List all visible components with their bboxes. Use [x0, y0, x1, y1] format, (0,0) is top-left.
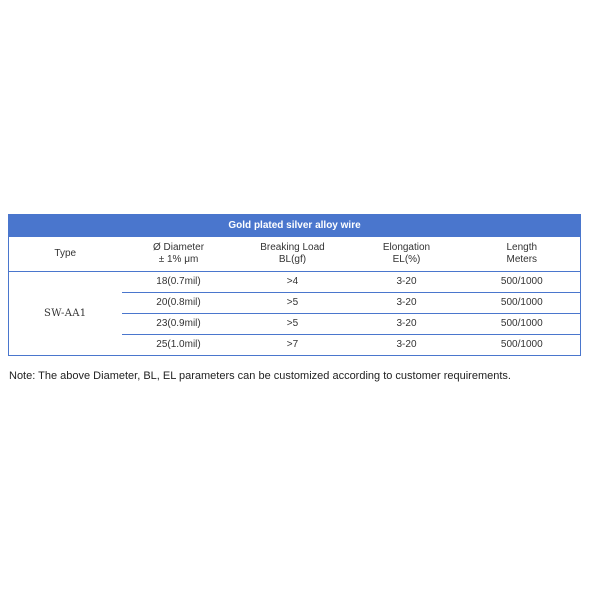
cell-diameter: 23(0.9mil)	[122, 314, 236, 335]
header-diameter	[122, 237, 236, 272]
cell-breaking-load: >7	[286, 339, 299, 350]
cell-length: 500/1000	[464, 272, 581, 293]
header-elongation-line2: EL(%)	[392, 254, 421, 265]
header-length	[464, 237, 581, 272]
table-title-row	[9, 215, 581, 238]
cell-breaking-load: >5	[236, 293, 350, 314]
header-elongation-line1: Elongation	[382, 242, 431, 253]
cell-diameter: 25(1.0mil)	[156, 339, 201, 350]
cell-diameter: 20(0.8mil)	[122, 293, 236, 314]
header-breaking-load	[236, 237, 350, 272]
header-elongation	[350, 237, 464, 272]
cell-breaking-load: >4	[236, 272, 350, 293]
cell-elongation: 3-20	[396, 339, 417, 350]
header-length-line2: Meters	[506, 254, 538, 265]
table-header-row	[9, 237, 581, 272]
cell-elongation: 3-20	[350, 293, 464, 314]
cell-breaking-load: >5	[236, 314, 350, 335]
cell-length: 500/1000	[500, 339, 543, 350]
header-length-line1: Length	[506, 242, 538, 253]
table-title: Gold plated silver alloy wire	[9, 215, 581, 238]
type-value: SW-AA1	[44, 307, 87, 319]
cell-length: 500/1000	[464, 293, 581, 314]
header-diameter-line2: ± 1% μm	[158, 254, 199, 265]
header-type-label: Type	[54, 248, 77, 259]
header-breaking-load-line2: BL(gf)	[278, 254, 307, 265]
cell-length: 500/1000	[464, 314, 581, 335]
cell-diameter: 18(0.7mil)	[122, 272, 236, 293]
header-type	[9, 237, 122, 272]
header-breaking-load-line1: Breaking Load	[260, 242, 325, 253]
spec-table	[8, 214, 581, 356]
header-diameter-line1: Ø Diameter	[152, 242, 205, 253]
cell-elongation: 3-20	[350, 272, 464, 293]
table-row	[9, 272, 581, 293]
cell-elongation: 3-20	[350, 314, 464, 335]
customization-note: Note: The above Diameter, BL, EL parameters can be customized according to customer requirements.	[9, 370, 511, 382]
